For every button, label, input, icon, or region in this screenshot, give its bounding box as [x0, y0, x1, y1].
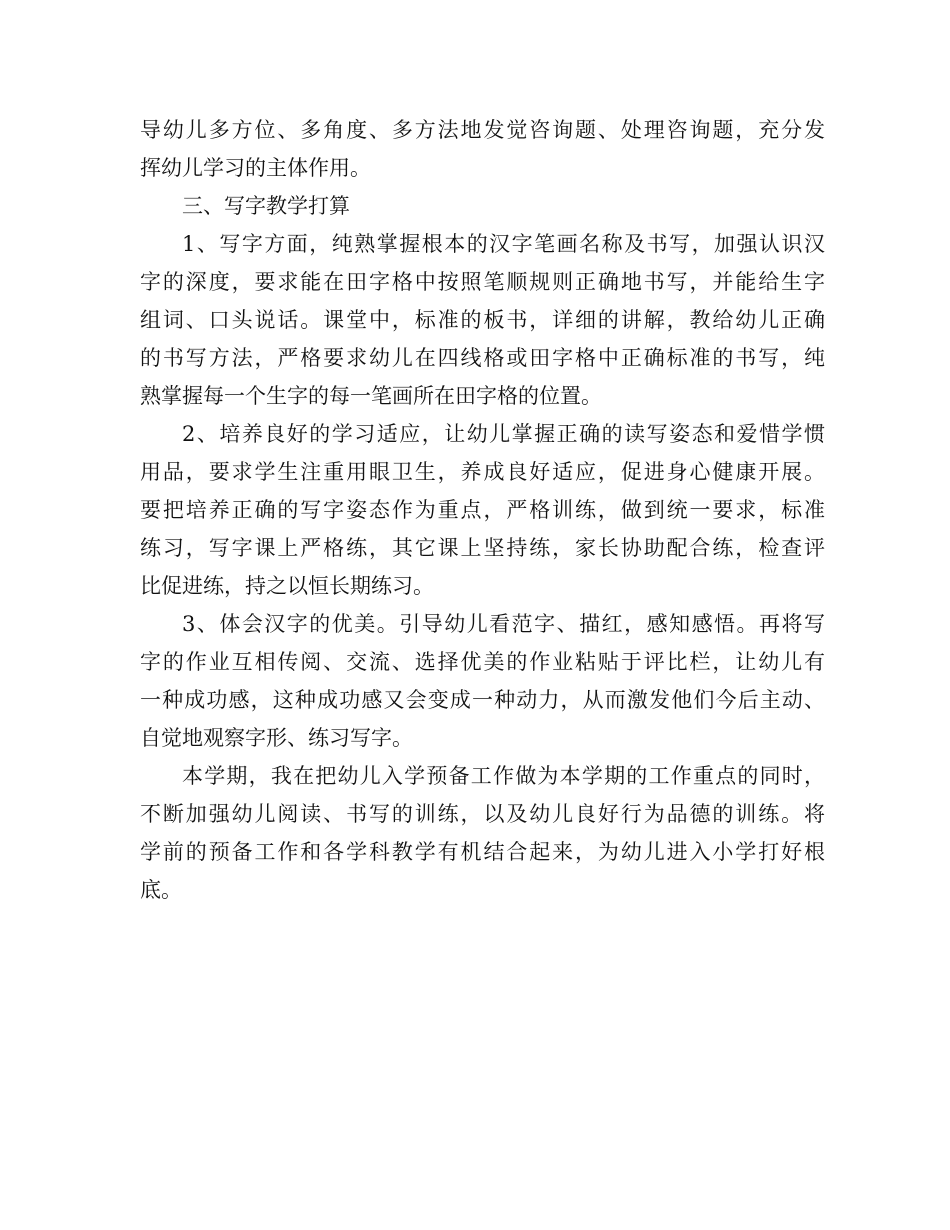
paragraph-line: 学前的预备工作和各学科教学有机结合起来，为幼儿进入小学打好根	[140, 840, 825, 864]
paragraph-line: 字的作业互相传阅、交流、选择优美的作业粘贴于评比栏，让幼儿有	[140, 650, 825, 674]
paragraph-line: 组词、口头说话。课堂中，标准的板书，详细的讲解，教给幼儿正确	[140, 308, 825, 332]
paragraph-line: 字的深度，要求能在田字格中按照笔顺规则正确地书写，并能给生字	[140, 270, 825, 294]
paragraph-line: 3、体会汉字的优美。引导幼儿看范字、描红，感知感悟。再将写	[182, 612, 825, 636]
paragraph-line: 导幼儿多方位、多角度、多方法地发觉咨询题、处理咨询题，充分发	[140, 118, 825, 142]
paragraph-line: 本学期，我在把幼儿入学预备工作做为本学期的工作重点的同时，	[182, 764, 825, 788]
paragraph-line: 1、写字方面，纯熟掌握根本的汉字笔画名称及书写，加强认识汉	[182, 232, 825, 256]
paragraph-line: 练习，写字课上严格练，其它课上坚持练，家长协助配合练，检查评	[140, 536, 825, 560]
paragraph-line: 不断加强幼儿阅读、书写的训练，以及幼儿良好行为品德的训练。将	[140, 802, 825, 826]
paragraph-line: 挥幼儿学习的主体作用。	[140, 156, 371, 180]
paragraph-line: 要把培养正确的写字姿态作为重点，严格训练，做到统一要求，标准	[140, 498, 825, 522]
paragraph-line: 的书写方法，严格要求幼儿在四线格或田字格中正确标准的书写，纯	[140, 346, 825, 370]
paragraph-line: 比促进练，持之以恒长期练习。	[140, 574, 434, 598]
paragraph-line: 底。	[140, 878, 182, 902]
paragraph-line: 熟掌握每一个生字的每一笔画所在田字格的位置。	[140, 384, 602, 408]
paragraph-line: 自觉地观察字形、练习写字。	[140, 726, 413, 750]
paragraph-line: 用品，要求学生注重用眼卫生，养成良好适应，促进身心健康开展。	[140, 460, 825, 484]
section-heading: 三、写字教学打算	[182, 194, 350, 218]
paragraph-line: 2、培养良好的学习适应，让幼儿掌握正确的读写姿态和爱惜学惯	[182, 422, 825, 446]
paragraph-line: 一种成功感，这种成功感又会变成一种动力，从而激发他们今后主动、	[140, 688, 825, 712]
document-body	[140, 111, 825, 909]
